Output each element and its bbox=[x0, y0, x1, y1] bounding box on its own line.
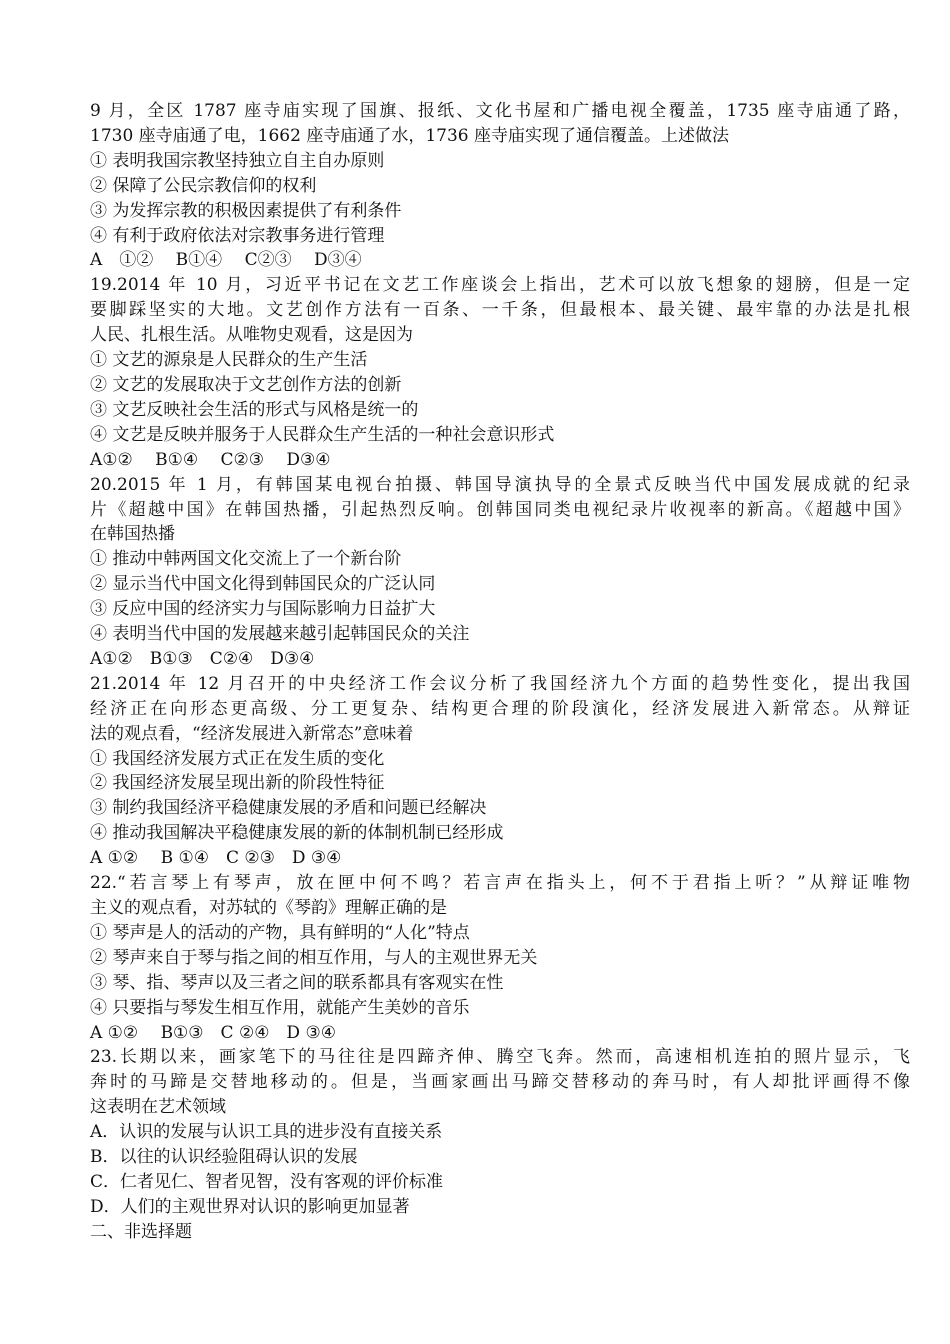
answer-options: A①② B①③ C②④ D③④ bbox=[90, 648, 315, 669]
choice-item: A．认识的发展与认识工具的进步没有直接关系 bbox=[90, 1122, 443, 1143]
choice-item: ② 显示当代中国文化得到韩国民众的广泛认同 bbox=[90, 574, 436, 595]
answer-options: A ①② B①③ C ②④ D ③④ bbox=[90, 1022, 336, 1043]
question-18-continued bbox=[90, 99, 910, 273]
stem-line: 经济正在向形态更高级、分工更复杂、结构更合理的阶段演化，经济发展进入新常态。从辩证 bbox=[90, 698, 910, 719]
stem-line: 9 月，全区 1787 座寺庙实现了国旗、报纸、文化书屋和广播电视全覆盖，1735 座寺庙通了路， bbox=[90, 101, 910, 121]
stem-line: 20.2015 年 1 月，有韩国某电视台拍摄、韩国导演执导的全景式反映当代中国发展成就的纪录 bbox=[90, 474, 910, 495]
section-heading: 二、非选择题 bbox=[90, 1221, 192, 1242]
answer-options: A ①② B①④ C②③ D③④ bbox=[90, 250, 362, 271]
stem-line: 23.长期以来，画家笔下的马往往是四蹄齐伸、腾空飞奔。然而，高速相机连拍的照片显示，飞 bbox=[90, 1047, 910, 1068]
question-20 bbox=[90, 473, 910, 672]
stem-line: 19.2014 年 10 月，习近平书记在文艺工作座谈会上指出，艺术可以放飞想象的翅膀，但是一定 bbox=[90, 275, 910, 296]
choice-item: ③ 为发挥宗教的积极因素提供了有利条件 bbox=[90, 200, 402, 221]
stem-line: 要脚踩坚实的大地。文艺创作方法有一百条、一千条，但最根本、最关键、最牢靠的办法是扎根 bbox=[90, 300, 910, 321]
stem-line: 法的观点看，“经济发展进入新常态”意味着 bbox=[90, 723, 414, 744]
choice-item: ③ 文艺反映社会生活的形式与风格是统一的 bbox=[90, 399, 419, 420]
question-23 bbox=[90, 1045, 910, 1219]
choice-item: ④ 只要指与琴发生相互作用，就能产生美妙的音乐 bbox=[90, 997, 470, 1018]
choice-item: ④ 表明当代中国的发展越来越引起韩国民众的关注 bbox=[90, 624, 470, 645]
stem-line: 21.2014 年 12 月召开的中央经济工作会议分析了我国经济九个方面的趋势性变化，提出我国 bbox=[90, 673, 910, 694]
choice-item: ③ 制约我国经济平稳健康发展的矛盾和问题已经解决 bbox=[90, 798, 487, 819]
stem-line: 主义的观点看，对苏轼的《琴韵》理解正确的是 bbox=[90, 898, 447, 918]
choice-item: ④ 有利于政府依法对宗教事务进行管理 bbox=[90, 225, 385, 246]
choice-item: ① 推动中韩两国文化交流上了一个新台阶 bbox=[90, 549, 402, 570]
choice-item: ④ 文艺是反映并服务于人民群众生产生活的一种社会意识形式 bbox=[90, 424, 555, 445]
choice-item: ① 我国经济发展方式正在发生质的变化 bbox=[90, 748, 385, 769]
choice-item: ② 琴声来自于琴与指之间的相互作用，与人的主观世界无关 bbox=[90, 947, 538, 968]
stem-line: 22.“若言琴上有琴声，放在匣中何不鸣？若言声在指头上，何不于君指上听？”从辩证唯物 bbox=[90, 873, 910, 894]
answer-options: A①② B①④ C②③ D③④ bbox=[90, 449, 331, 470]
question-19 bbox=[90, 273, 910, 472]
choice-item: ① 琴声是人的活动的产物，具有鲜明的“人化”特点 bbox=[90, 922, 470, 943]
question-22 bbox=[90, 871, 910, 1045]
choice-item: ① 文艺的源泉是人民群众的生产生活 bbox=[90, 350, 368, 371]
choice-item: B．以往的认识经验阻碍认识的发展 bbox=[90, 1147, 358, 1168]
choice-item: ① 表明我国宗教坚持独立自主自办原则 bbox=[90, 150, 385, 171]
stem-line: 这表明在艺术领域 bbox=[90, 1097, 226, 1118]
stem-line: 1730 座寺庙通了电，1662 座寺庙通了水，1736 座寺庙实现了通信覆盖。上述做法 bbox=[90, 125, 730, 146]
answer-options: A ①② B ①④ C ②③ D ③④ bbox=[90, 848, 342, 869]
choice-item: ④ 推动我国解决平稳健康发展的新的体制机制已经形成 bbox=[90, 823, 504, 844]
stem-line: 奔时的马蹄是交替地移动的。但是，当画家画出马蹄交替移动的奔马时，有人却批评画得不像 bbox=[90, 1072, 910, 1093]
stem-line: 在韩国热播 bbox=[90, 524, 175, 545]
stem-line: 人民、扎根生活。从唯物史观看，这是因为 bbox=[90, 325, 413, 346]
choice-item: D．人们的主观世界对认识的影响更加显著 bbox=[90, 1196, 410, 1217]
choice-item: C．仁者见仁、智者见智，没有客观的评价标准 bbox=[90, 1171, 444, 1192]
choice-item: ② 文艺的发展取决于文艺创作方法的创新 bbox=[90, 374, 402, 395]
stem-line: 片《超越中国》在韩国热播，引起热烈反响。创韩国同类电视纪录片收视率的新高。《超越中国》 bbox=[90, 499, 910, 520]
question-21 bbox=[90, 672, 910, 871]
choice-item: ② 我国经济发展呈现出新的阶段性特征 bbox=[90, 773, 385, 794]
choice-item: ③ 琴、指、琴声以及三者之间的联系都具有客观实在性 bbox=[90, 972, 504, 993]
choice-item: ② 保障了公民宗教信仰的权利 bbox=[90, 175, 317, 196]
choice-item: ③ 反应中国的经济实力与国际影响力日益扩大 bbox=[90, 599, 436, 620]
